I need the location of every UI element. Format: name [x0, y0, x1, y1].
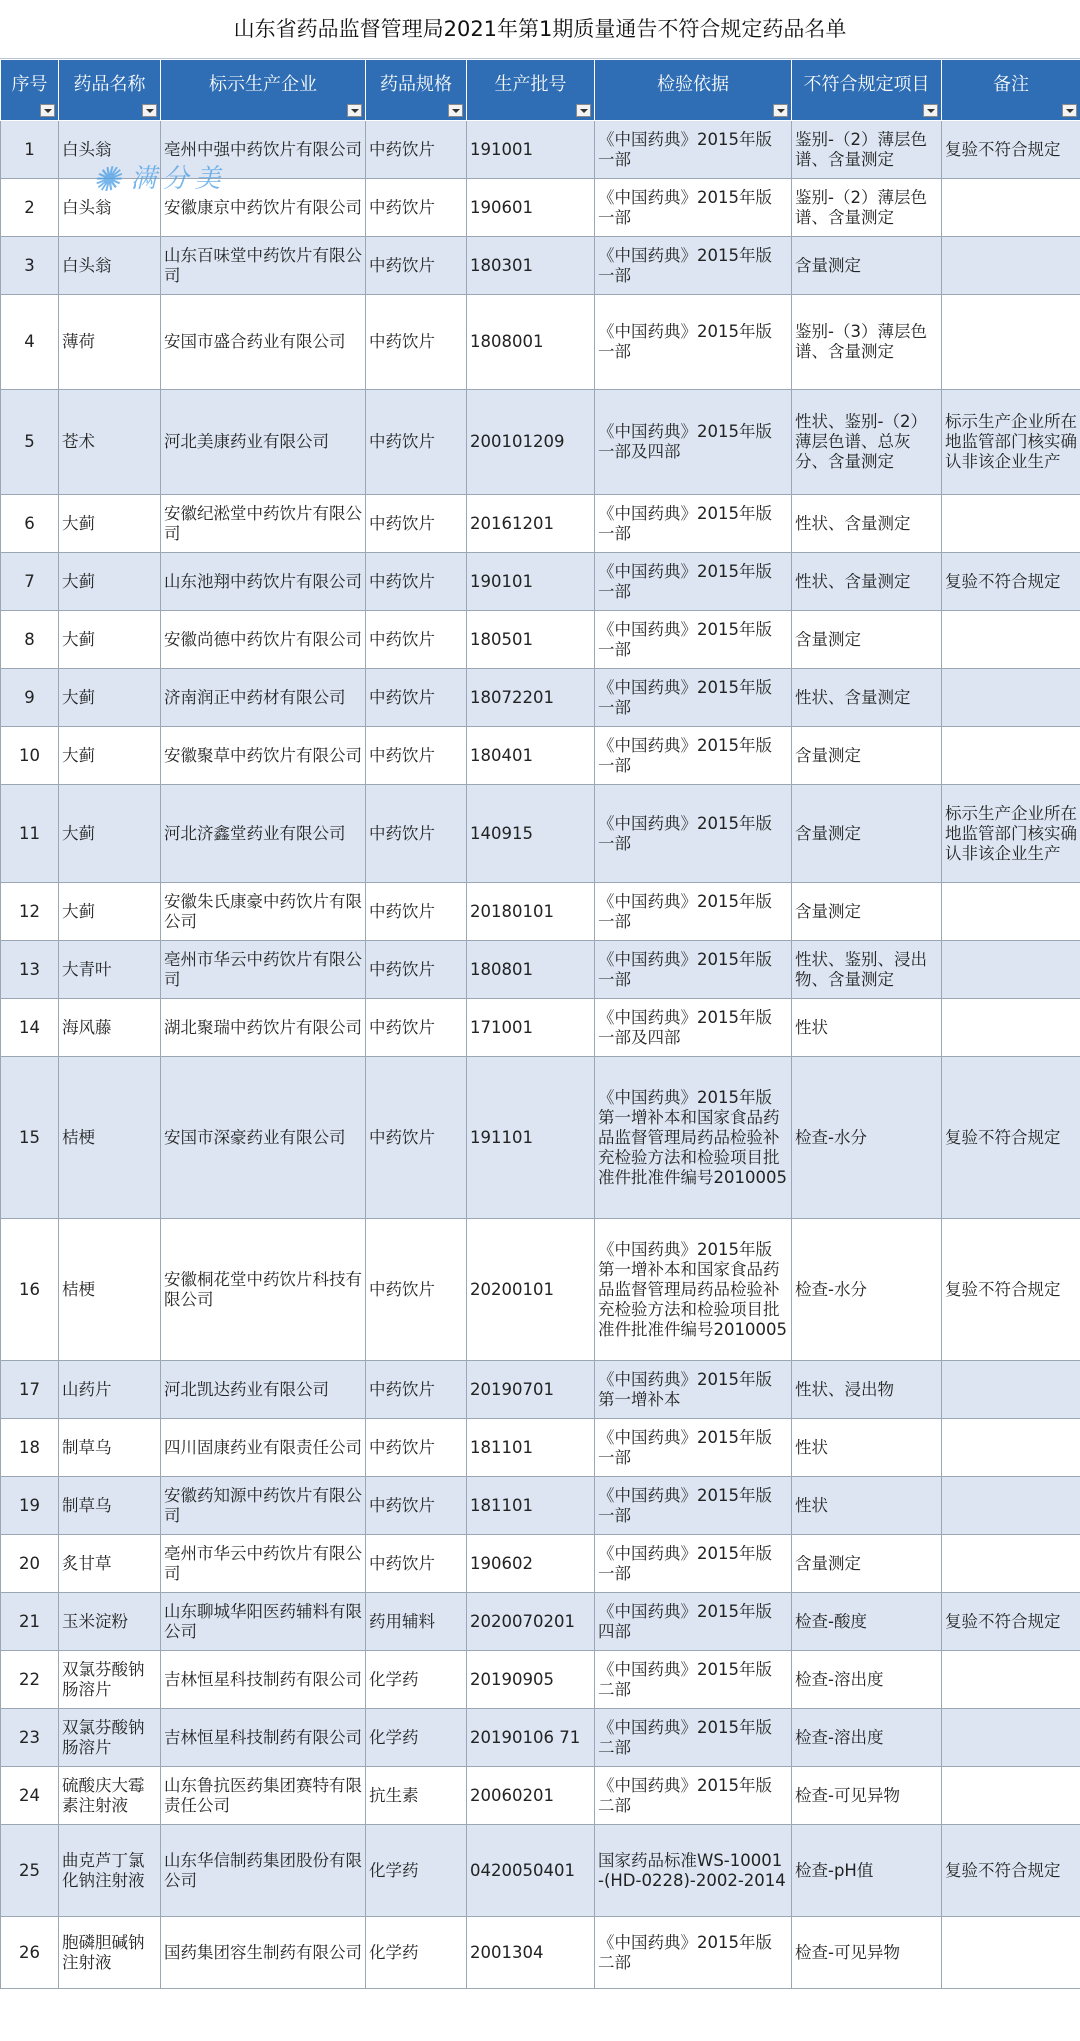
- cell-no: 6: [1, 495, 59, 553]
- burst-icon: ✺: [92, 160, 127, 200]
- cell-manufacturer: 湖北聚瑞中药饮片有限公司: [161, 999, 366, 1057]
- watermark-text: 满分美: [130, 164, 227, 194]
- cell-manufacturer: 国药集团容生制药有限公司: [161, 1917, 366, 1989]
- cell-drug-name: 曲克芦丁氯化钠注射液: [59, 1825, 161, 1917]
- table-row: [1, 999, 1080, 1057]
- header-no: [1, 60, 59, 121]
- cell-manufacturer: 安徽桐花堂中药饮片科技有限公司: [161, 1219, 366, 1361]
- cell-spec: 药用辅料: [366, 1593, 467, 1651]
- table-row: [1, 1709, 1080, 1767]
- table-row: [1, 121, 1080, 179]
- cell-spec: 中药饮片: [366, 1361, 467, 1419]
- filter-dropdown-icon[interactable]: [576, 104, 591, 117]
- cell-manufacturer: 济南润正中药材有限公司: [161, 669, 366, 727]
- cell-failed-item: 含量测定: [792, 727, 942, 785]
- filter-dropdown-icon[interactable]: [40, 104, 55, 117]
- cell-manufacturer: 安国市盛合药业有限公司: [161, 295, 366, 390]
- cell-basis: 《中国药典》2015年版一部: [595, 785, 792, 883]
- cell-failed-item: 含量测定: [792, 1535, 942, 1593]
- cell-no: 25: [1, 1825, 59, 1917]
- cell-manufacturer: 安徽纪淞堂中药饮片有限公司: [161, 495, 366, 553]
- cell-no: 5: [1, 390, 59, 495]
- cell-batch: 18072201: [467, 669, 595, 727]
- cell-batch: 1808001: [467, 295, 595, 390]
- cell-drug-name: 大蓟: [59, 669, 161, 727]
- cell-manufacturer: 亳州市华云中药饮片有限公司: [161, 941, 366, 999]
- table-row: [1, 1767, 1080, 1825]
- cell-remark: [942, 883, 1080, 941]
- cell-batch: 190602: [467, 1535, 595, 1593]
- cell-failed-item: 含量测定: [792, 785, 942, 883]
- cell-failed-item: 性状、鉴别-（2）薄层色谱、总灰分、含量测定: [792, 390, 942, 495]
- header-label: 不符合规定项目: [803, 74, 930, 95]
- cell-failed-item: 检查-水分: [792, 1219, 942, 1361]
- cell-basis: 《中国药典》2015年版一部: [595, 669, 792, 727]
- cell-drug-name: 大蓟: [59, 785, 161, 883]
- page-title: 山东省药品监督管理局2021年第1期质量通告不符合规定药品名单: [0, 0, 1080, 59]
- cell-no: 12: [1, 883, 59, 941]
- cell-failed-item: 性状、鉴别、浸出物、含量测定: [792, 941, 942, 999]
- cell-drug-name: 桔梗: [59, 1219, 161, 1361]
- cell-basis: 《中国药典》2015年版第一增补本和国家食品药品监督管理局药品检验补充检验方法和检验项目批准件批准件编号2010005: [595, 1057, 792, 1219]
- cell-basis: 《中国药典》2015年版一部: [595, 611, 792, 669]
- header-drug-name: [59, 60, 161, 121]
- cell-basis: 《中国药典》2015年版一部: [595, 121, 792, 179]
- cell-drug-name: 玉米淀粉: [59, 1593, 161, 1651]
- header-label: 备注: [993, 74, 1029, 95]
- cell-manufacturer: 河北美康药业有限公司: [161, 390, 366, 495]
- cell-manufacturer: 安徽药知源中药饮片有限公司: [161, 1477, 366, 1535]
- cell-no: 1: [1, 121, 59, 179]
- cell-remark: [942, 295, 1080, 390]
- cell-no: 3: [1, 237, 59, 295]
- cell-remark: [942, 727, 1080, 785]
- cell-basis: 《中国药典》2015年版四部: [595, 1593, 792, 1651]
- table-row: [1, 1651, 1080, 1709]
- cell-drug-name: 海风藤: [59, 999, 161, 1057]
- table-row: [1, 179, 1080, 237]
- cell-no: 18: [1, 1419, 59, 1477]
- cell-spec: 中药饮片: [366, 237, 467, 295]
- cell-no: 20: [1, 1535, 59, 1593]
- cell-no: 7: [1, 553, 59, 611]
- cell-remark: [942, 237, 1080, 295]
- cell-manufacturer: 山东池翔中药饮片有限公司: [161, 553, 366, 611]
- filter-dropdown-icon[interactable]: [773, 104, 788, 117]
- header-remark: [942, 60, 1080, 121]
- cell-drug-name: 双氯芬酸钠肠溶片: [59, 1709, 161, 1767]
- header-label: 标示生产企业: [209, 74, 317, 95]
- cell-no: 17: [1, 1361, 59, 1419]
- cell-failed-item: 性状: [792, 1477, 942, 1535]
- cell-remark: [942, 941, 1080, 999]
- table-row: [1, 1219, 1080, 1361]
- cell-no: 2: [1, 179, 59, 237]
- cell-remark: [942, 1477, 1080, 1535]
- cell-drug-name: 硫酸庆大霉素注射液: [59, 1767, 161, 1825]
- cell-drug-name: 大蓟: [59, 553, 161, 611]
- cell-basis: 《中国药典》2015年版一部: [595, 1477, 792, 1535]
- cell-manufacturer: 亳州市华云中药饮片有限公司: [161, 1535, 366, 1593]
- cell-batch: 180801: [467, 941, 595, 999]
- cell-drug-name: 白头翁: [59, 121, 161, 179]
- cell-spec: 中药饮片: [366, 785, 467, 883]
- cell-basis: 《中国药典》2015年版第一增补本: [595, 1361, 792, 1419]
- header-label: 检验依据: [657, 74, 729, 95]
- header-row: [1, 60, 1080, 121]
- cell-manufacturer: 河北凯达药业有限公司: [161, 1361, 366, 1419]
- cell-batch: 191101: [467, 1057, 595, 1219]
- cell-failed-item: 检查-酸度: [792, 1593, 942, 1651]
- cell-basis: 《中国药典》2015年版一部: [595, 727, 792, 785]
- cell-batch: 20190905: [467, 1651, 595, 1709]
- cell-batch: 181101: [467, 1419, 595, 1477]
- table-row: [1, 611, 1080, 669]
- cell-drug-name: 大蓟: [59, 883, 161, 941]
- cell-remark: [942, 669, 1080, 727]
- cell-batch: 0420050401: [467, 1825, 595, 1917]
- cell-spec: 中药饮片: [366, 669, 467, 727]
- cell-spec: 中药饮片: [366, 495, 467, 553]
- cell-drug-name: 双氯芬酸钠肠溶片: [59, 1651, 161, 1709]
- cell-batch: 191001: [467, 121, 595, 179]
- filter-dropdown-icon[interactable]: [923, 104, 938, 117]
- table-row: [1, 1057, 1080, 1219]
- cell-basis: 《中国药典》2015年版一部: [595, 553, 792, 611]
- cell-failed-item: 性状、含量测定: [792, 495, 942, 553]
- table-row: [1, 1477, 1080, 1535]
- cell-basis: 《中国药典》2015年版一部及四部: [595, 999, 792, 1057]
- cell-failed-item: 鉴别-（2）薄层色谱、含量测定: [792, 121, 942, 179]
- cell-batch: 140915: [467, 785, 595, 883]
- cell-drug-name: 苍术: [59, 390, 161, 495]
- cell-basis: 《中国药典》2015年版二部: [595, 1709, 792, 1767]
- cell-spec: 中药饮片: [366, 883, 467, 941]
- header-basis: [595, 60, 792, 121]
- cell-basis: 《中国药典》2015年版一部: [595, 1535, 792, 1593]
- cell-failed-item: 含量测定: [792, 237, 942, 295]
- cell-manufacturer: 安徽聚草中药饮片有限公司: [161, 727, 366, 785]
- cell-batch: 2020070201: [467, 1593, 595, 1651]
- cell-batch: 190101: [467, 553, 595, 611]
- cell-failed-item: 检查-水分: [792, 1057, 942, 1219]
- cell-drug-name: 薄荷: [59, 295, 161, 390]
- table-row: [1, 237, 1080, 295]
- table-row: [1, 1593, 1080, 1651]
- header-label: 药品规格: [380, 74, 452, 95]
- cell-spec: 化学药: [366, 1917, 467, 1989]
- filter-dropdown-icon[interactable]: [448, 104, 463, 117]
- cell-drug-name: 大蓟: [59, 727, 161, 785]
- table-row: [1, 1419, 1080, 1477]
- cell-no: 9: [1, 669, 59, 727]
- table-row: [1, 883, 1080, 941]
- cell-failed-item: 鉴别-（2）薄层色谱、含量测定: [792, 179, 942, 237]
- cell-spec: 中药饮片: [366, 611, 467, 669]
- cell-batch: 20190106 71: [467, 1709, 595, 1767]
- cell-no: 19: [1, 1477, 59, 1535]
- cell-basis: 《中国药典》2015年版一部: [595, 883, 792, 941]
- cell-manufacturer: 山东鲁抗医药集团赛特有限责任公司: [161, 1767, 366, 1825]
- cell-basis: 《中国药典》2015年版一部: [595, 495, 792, 553]
- cell-failed-item: 性状: [792, 999, 942, 1057]
- cell-no: 24: [1, 1767, 59, 1825]
- cell-remark: [942, 1535, 1080, 1593]
- cell-spec: 中药饮片: [366, 727, 467, 785]
- cell-no: 26: [1, 1917, 59, 1989]
- table-row: [1, 1825, 1080, 1917]
- cell-spec: 化学药: [366, 1651, 467, 1709]
- cell-batch: 20060201: [467, 1767, 595, 1825]
- cell-remark: 复验不符合规定: [942, 1593, 1080, 1651]
- cell-spec: 中药饮片: [366, 1419, 467, 1477]
- cell-remark: [942, 1651, 1080, 1709]
- table-row: [1, 941, 1080, 999]
- cell-remark: 复验不符合规定: [942, 1219, 1080, 1361]
- cell-failed-item: 检查-可见异物: [792, 1767, 942, 1825]
- cell-remark: 复验不符合规定: [942, 553, 1080, 611]
- cell-spec: 化学药: [366, 1709, 467, 1767]
- cell-batch: 181101: [467, 1477, 595, 1535]
- cell-manufacturer: 山东聊城华阳医药辅料有限公司: [161, 1593, 366, 1651]
- cell-remark: 复验不符合规定: [942, 1057, 1080, 1219]
- cell-basis: 《中国药典》2015年版二部: [595, 1651, 792, 1709]
- cell-failed-item: 鉴别-（3）薄层色谱、含量测定: [792, 295, 942, 390]
- cell-batch: 20200101: [467, 1219, 595, 1361]
- cell-no: 10: [1, 727, 59, 785]
- cell-spec: 中药饮片: [366, 390, 467, 495]
- cell-spec: 中药饮片: [366, 553, 467, 611]
- cell-basis: 《中国药典》2015年版一部: [595, 237, 792, 295]
- filter-dropdown-icon[interactable]: [347, 104, 362, 117]
- header-label: 生产批号: [494, 74, 567, 95]
- table-row: [1, 785, 1080, 883]
- cell-remark: [942, 1419, 1080, 1477]
- cell-remark: 标示生产企业所在地监管部门核实确认非该企业生产: [942, 390, 1080, 495]
- cell-failed-item: 含量测定: [792, 611, 942, 669]
- cell-manufacturer: 安国市深豪药业有限公司: [161, 1057, 366, 1219]
- header-spec: [366, 60, 467, 121]
- table-row: [1, 727, 1080, 785]
- cell-drug-name: 制草乌: [59, 1477, 161, 1535]
- cell-no: 4: [1, 295, 59, 390]
- cell-spec: 中药饮片: [366, 941, 467, 999]
- cell-drug-name: 胞磷胆碱钠注射液: [59, 1917, 161, 1989]
- cell-drug-name: 白头翁: [59, 237, 161, 295]
- table-row: [1, 295, 1080, 390]
- cell-remark: [942, 1709, 1080, 1767]
- cell-manufacturer: 山东百味堂中药饮片有限公司: [161, 237, 366, 295]
- cell-remark: [942, 495, 1080, 553]
- cell-remark: [942, 999, 1080, 1057]
- cell-failed-item: 检查-可见异物: [792, 1917, 942, 1989]
- header-label: 序号: [11, 74, 48, 95]
- table-row: [1, 1361, 1080, 1419]
- cell-batch: 190601: [467, 179, 595, 237]
- table-row: [1, 390, 1080, 495]
- cell-remark: 复验不符合规定: [942, 1825, 1080, 1917]
- cell-spec: 中药饮片: [366, 1057, 467, 1219]
- cell-failed-item: 检查-pH值: [792, 1825, 942, 1917]
- cell-spec: 中药饮片: [366, 295, 467, 390]
- cell-manufacturer: 安徽朱氏康豪中药饮片有限公司: [161, 883, 366, 941]
- cell-failed-item: 性状、浸出物: [792, 1361, 942, 1419]
- cell-no: 11: [1, 785, 59, 883]
- filter-dropdown-icon[interactable]: [142, 104, 157, 117]
- cell-spec: 化学药: [366, 1825, 467, 1917]
- cell-batch: 20180101: [467, 883, 595, 941]
- cell-spec: 中药饮片: [366, 999, 467, 1057]
- cell-spec: 抗生素: [366, 1767, 467, 1825]
- cell-drug-name: 制草乌: [59, 1419, 161, 1477]
- cell-basis: 《中国药典》2015年版一部: [595, 179, 792, 237]
- cell-spec: 中药饮片: [366, 121, 467, 179]
- cell-drug-name: 山药片: [59, 1361, 161, 1419]
- cell-failed-item: 性状、含量测定: [792, 669, 942, 727]
- cell-manufacturer: 河北济鑫堂药业有限公司: [161, 785, 366, 883]
- cell-spec: 中药饮片: [366, 179, 467, 237]
- cell-batch: 200101209: [467, 390, 595, 495]
- cell-remark: [942, 1917, 1080, 1989]
- cell-basis: 国家药品标准WS-10001-(HD-0228)-2002-2014: [595, 1825, 792, 1917]
- filter-dropdown-icon[interactable]: [1062, 104, 1077, 117]
- cell-batch: 180401: [467, 727, 595, 785]
- cell-drug-name: 白头翁: [59, 179, 161, 237]
- cell-remark: [942, 611, 1080, 669]
- cell-failed-item: 检查-溶出度: [792, 1709, 942, 1767]
- cell-spec: 中药饮片: [366, 1535, 467, 1593]
- cell-no: 8: [1, 611, 59, 669]
- cell-drug-name: 大蓟: [59, 495, 161, 553]
- cell-basis: 《中国药典》2015年版一部: [595, 1419, 792, 1477]
- cell-manufacturer: 亳州中强中药饮片有限公司: [161, 121, 366, 179]
- cell-batch: 20190701: [467, 1361, 595, 1419]
- header-label: 药品名称: [73, 74, 146, 95]
- cell-no: 21: [1, 1593, 59, 1651]
- cell-manufacturer: 安徽康京中药饮片有限公司: [161, 179, 366, 237]
- drug-table: [0, 59, 1080, 1989]
- table-row: [1, 1917, 1080, 1989]
- cell-batch: 171001: [467, 999, 595, 1057]
- cell-basis: 《中国药典》2015年版二部: [595, 1917, 792, 1989]
- cell-manufacturer: 吉林恒星科技制药有限公司: [161, 1651, 366, 1709]
- cell-drug-name: 桔梗: [59, 1057, 161, 1219]
- cell-spec: 中药饮片: [366, 1477, 467, 1535]
- cell-manufacturer: 安徽尚德中药饮片有限公司: [161, 611, 366, 669]
- cell-no: 16: [1, 1219, 59, 1361]
- header-batch: [467, 60, 595, 121]
- cell-failed-item: 含量测定: [792, 883, 942, 941]
- cell-basis: 《中国药典》2015年版一部及四部: [595, 390, 792, 495]
- cell-drug-name: 大蓟: [59, 611, 161, 669]
- table-row: [1, 553, 1080, 611]
- cell-no: 13: [1, 941, 59, 999]
- cell-no: 23: [1, 1709, 59, 1767]
- table-row: [1, 669, 1080, 727]
- cell-spec: 中药饮片: [366, 1219, 467, 1361]
- cell-remark: [942, 179, 1080, 237]
- cell-failed-item: 性状、含量测定: [792, 553, 942, 611]
- cell-batch: 180301: [467, 237, 595, 295]
- cell-failed-item: 性状: [792, 1419, 942, 1477]
- table-row: [1, 495, 1080, 553]
- cell-remark: [942, 1767, 1080, 1825]
- cell-batch: 2001304: [467, 1917, 595, 1989]
- cell-manufacturer: 山东华信制药集团股份有限公司: [161, 1825, 366, 1917]
- cell-no: 15: [1, 1057, 59, 1219]
- cell-basis: 《中国药典》2015年版第一增补本和国家食品药品监督管理局药品检验补充检验方法和检验项目批准件批准件编号2010005: [595, 1219, 792, 1361]
- cell-no: 22: [1, 1651, 59, 1709]
- cell-remark: 标示生产企业所在地监管部门核实确认非该企业生产: [942, 785, 1080, 883]
- cell-basis: 《中国药典》2015年版一部: [595, 941, 792, 999]
- cell-batch: 20161201: [467, 495, 595, 553]
- cell-manufacturer: 四川固康药业有限责任公司: [161, 1419, 366, 1477]
- table-row: [1, 1535, 1080, 1593]
- cell-manufacturer: 吉林恒星科技制药有限公司: [161, 1709, 366, 1767]
- cell-drug-name: 炙甘草: [59, 1535, 161, 1593]
- header-manufacturer: [161, 60, 366, 121]
- cell-remark: 复验不符合规定: [942, 121, 1080, 179]
- cell-basis: 《中国药典》2015年版二部: [595, 1767, 792, 1825]
- cell-drug-name: 大青叶: [59, 941, 161, 999]
- cell-batch: 180501: [467, 611, 595, 669]
- cell-basis: 《中国药典》2015年版一部: [595, 295, 792, 390]
- header-failed-item: [792, 60, 942, 121]
- cell-no: 14: [1, 999, 59, 1057]
- cell-failed-item: 检查-溶出度: [792, 1651, 942, 1709]
- cell-remark: [942, 1361, 1080, 1419]
